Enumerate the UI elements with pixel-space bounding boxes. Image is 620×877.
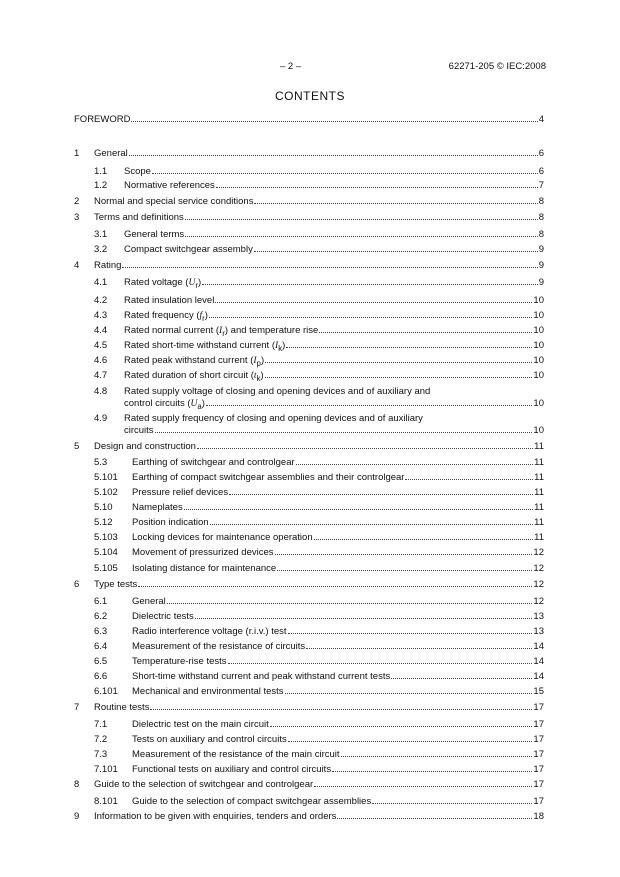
toc-section-number: 5.10 <box>94 502 113 513</box>
dot-leader <box>202 284 538 285</box>
toc-page-number: 14 <box>533 671 544 682</box>
toc-entry-text: Measurement of the resistance of circuits <box>132 641 306 652</box>
math-subscript: r <box>195 280 198 290</box>
toc-entry-text: Normal and special service conditions <box>94 196 254 207</box>
toc-entry-text: Scope <box>124 166 151 177</box>
toc-section-number: 6 <box>74 579 80 590</box>
toc-page-number: 12 <box>533 563 544 574</box>
math-subscript: r <box>222 328 225 338</box>
toc-text-pre: Rated frequency ( <box>124 310 200 321</box>
toc-entry-text: Nameplates <box>132 502 183 513</box>
toc-entry-text: Temperature-rise tests <box>132 656 227 667</box>
toc-entry-text-line1: Rated supply frequency of closing and opening devices and of auxiliary <box>124 413 423 424</box>
toc-section-number: 7 <box>74 702 80 713</box>
toc-section-number: 9 <box>74 811 80 822</box>
toc-page-number: 12 <box>533 596 544 607</box>
toc-section-number: 5 <box>74 441 80 452</box>
toc-text-post: ) and temperature rise <box>224 325 319 336</box>
math-symbol: U <box>188 278 196 288</box>
toc-section-number: 6.2 <box>94 611 108 622</box>
toc-page-number: 10 <box>533 295 544 306</box>
toc-section-number: 3.1 <box>94 229 108 240</box>
dot-leader <box>195 618 533 619</box>
dot-leader <box>216 187 538 188</box>
dot-leader <box>229 494 533 495</box>
toc-section-number: 6.5 <box>94 656 108 667</box>
dot-leader <box>306 648 532 649</box>
toc-entry-text: Dielectric test on the main circuit <box>132 719 269 730</box>
toc-section-number: 8 <box>74 779 80 790</box>
dot-leader <box>215 302 532 303</box>
toc-page-number: 11 <box>534 457 544 468</box>
toc-page-number: 17 <box>533 702 544 713</box>
toc-page-number: 18 <box>533 811 544 822</box>
toc-entry-text: Position indication <box>132 517 209 528</box>
toc-section-number: 2 <box>74 196 80 207</box>
toc-page-number: 17 <box>533 796 544 807</box>
toc-text-post: ) <box>260 355 265 366</box>
toc-section-number: 5.102 <box>94 487 118 498</box>
dot-leader <box>152 173 538 174</box>
toc-section-number: 4.8 <box>94 386 108 397</box>
toc-entry-text <box>124 310 208 325</box>
toc-page-number: 11 <box>534 472 544 483</box>
toc-section-number: 5.12 <box>94 517 113 528</box>
toc-entry-text: Normative references <box>124 180 215 191</box>
toc-entry-text: Compact switchgear assembly <box>124 244 253 255</box>
toc-page-number: 13 <box>533 611 544 622</box>
toc-page-number: 11 <box>534 487 544 498</box>
toc-page-number: 11 <box>534 502 544 513</box>
dot-leader <box>275 554 533 555</box>
toc-entry-text: Movement of pressurized devices <box>132 547 274 558</box>
math-subscript: p <box>256 358 261 368</box>
toc-page-number: 8 <box>538 212 544 223</box>
toc-page-number: 15 <box>533 686 544 697</box>
toc-section-number: 7.1 <box>94 719 108 730</box>
toc-entry-text <box>124 325 318 340</box>
toc-entry-text: Type tests <box>94 579 138 590</box>
dot-leader <box>167 603 533 604</box>
toc-entry-text: Rated insulation level <box>124 295 215 306</box>
toc-section-number: 3 <box>74 212 80 223</box>
toc-section-number: 1.1 <box>94 166 108 177</box>
dot-leader <box>288 633 533 634</box>
toc-text-pre: Rated peak withstand current ( <box>124 355 254 366</box>
dot-leader <box>314 539 534 540</box>
toc-page-number: 11 <box>534 532 544 543</box>
page-header <box>0 61 620 75</box>
math-subscript: k <box>278 343 283 353</box>
math-symbol: I <box>275 341 279 351</box>
toc-entry-text: Pressure relief devices <box>132 487 229 498</box>
toc-page-number: 10 <box>533 325 544 336</box>
dot-leader <box>288 741 533 742</box>
page-title: CONTENTS <box>275 89 345 103</box>
toc-page-number: 17 <box>533 734 544 745</box>
toc-section-number: 6.1 <box>94 596 108 607</box>
toc-entry-text: Radio interference voltage (r.i.v.) test <box>132 626 287 637</box>
toc-entry-text-line1: Rated supply voltage of closing and opening devices and of auxiliary and <box>124 386 431 397</box>
toc-entry-text: Terms and definitions <box>94 212 184 223</box>
toc-page-number: 17 <box>533 764 544 775</box>
toc-section-number: 6.101 <box>94 686 118 697</box>
toc-page-number: 12 <box>533 579 544 590</box>
toc-text-pre: Rated voltage ( <box>124 277 189 288</box>
toc-entry-text <box>124 277 201 292</box>
dot-leader <box>254 251 538 252</box>
toc-entry-text: General terms <box>124 229 185 240</box>
toc-page-number: 12 <box>533 547 544 558</box>
dot-leader <box>122 267 537 268</box>
math-subscript: a <box>197 401 202 411</box>
toc-section-number: 8.101 <box>94 796 118 807</box>
toc-entry-text: Locking devices for maintenance operation <box>132 532 313 543</box>
toc-section-number: 4.3 <box>94 310 108 321</box>
toc-entry-text: Mechanical and environmental tests <box>132 686 284 697</box>
math-symbol: t <box>253 371 257 381</box>
toc-section-number: 4.2 <box>94 295 108 306</box>
toc-entry-text <box>124 398 205 413</box>
toc-entry-text: Design and construction <box>94 441 196 452</box>
toc-entry-text: Guide to the selection of compact switchgear assemblies <box>132 796 372 807</box>
toc-section-number: 4.1 <box>94 277 108 288</box>
math-symbol: I <box>219 326 223 336</box>
toc-page-number: 17 <box>533 749 544 760</box>
dot-leader <box>285 693 533 694</box>
toc-section-number: 5.105 <box>94 563 118 574</box>
toc-page-number: 9 <box>538 244 544 255</box>
toc-section-number: 7.101 <box>94 764 118 775</box>
toc-page-number: 9 <box>538 277 544 288</box>
toc-text-post: ) <box>282 340 286 351</box>
toc-page-number: 6 <box>538 166 544 177</box>
dot-leader <box>197 448 533 449</box>
page-number: – 2 – <box>280 61 302 72</box>
toc-section-number: 1 <box>74 148 80 159</box>
dot-leader <box>270 726 533 727</box>
dot-leader <box>265 362 532 363</box>
toc-text-pre: control circuits ( <box>124 398 191 409</box>
dot-leader <box>209 317 532 318</box>
dot-leader <box>372 803 532 804</box>
toc-text-post: ) <box>201 398 205 409</box>
toc-text-post: ) <box>204 310 208 321</box>
toc-entry-text: Functional tests on auxiliary and control circuits <box>132 764 332 775</box>
toc-entry-text <box>124 340 285 355</box>
toc-page-number: 10 <box>533 310 544 321</box>
toc-entry-text: Earthing of switchgear and controlgear <box>132 457 295 468</box>
toc-entry-text <box>124 355 264 370</box>
toc-section-number: 6.3 <box>94 626 108 637</box>
dot-leader <box>210 524 534 525</box>
dot-leader <box>129 155 538 156</box>
math-symbol: I <box>253 356 257 366</box>
dot-leader <box>296 464 533 465</box>
dot-leader <box>185 236 538 237</box>
toc-entry-text: Earthing of compact switchgear assemblies and their controlgear <box>132 472 405 483</box>
dot-leader <box>341 756 533 757</box>
toc-page-number: 11 <box>534 517 544 528</box>
toc-page-number: 8 <box>538 229 544 240</box>
toc-entry-text: FOREWORD <box>74 114 131 125</box>
toc-page-number: 7 <box>538 180 544 191</box>
dot-leader <box>150 709 532 710</box>
toc-text-post: ) <box>260 370 264 381</box>
toc-section-number: 4 <box>74 260 80 271</box>
toc-page-number: 10 <box>533 398 544 409</box>
toc-section-number: 7.3 <box>94 749 108 760</box>
dot-leader <box>155 432 533 433</box>
toc-entry-text: General <box>132 596 166 607</box>
toc-page-number: 14 <box>533 656 544 667</box>
toc-section-number: 5.3 <box>94 457 108 468</box>
toc-entry-text: Routine tests <box>94 702 150 713</box>
toc-section-number: 4.7 <box>94 370 108 381</box>
dot-leader <box>138 586 532 587</box>
math-symbol: U <box>190 399 198 409</box>
toc-section-number: 4.6 <box>94 355 108 366</box>
dot-leader <box>332 771 532 772</box>
dot-leader <box>337 818 532 819</box>
toc-page-number: 17 <box>533 719 544 730</box>
toc-section-number: 7.2 <box>94 734 108 745</box>
toc-page-number: 8 <box>538 196 544 207</box>
math-symbol: f <box>199 311 203 321</box>
dot-leader <box>254 203 537 204</box>
toc-page-number: 10 <box>533 425 544 436</box>
toc-text-pre: Rated short-time withstand current ( <box>124 340 276 351</box>
dot-leader <box>206 405 532 406</box>
standard-reference: 62271-205 © IEC:2008 <box>448 61 546 72</box>
math-subscript: k <box>256 373 261 383</box>
toc-section-number: 5.104 <box>94 547 118 558</box>
toc-text-post: ) <box>197 277 202 288</box>
toc-entry-text: Isolating distance for maintenance <box>132 563 277 574</box>
toc-entry-text: Dielectric tests <box>132 611 194 622</box>
toc-entry-text: Information to be given with enquiries, tenders and orders <box>94 811 337 822</box>
dot-leader <box>184 509 533 510</box>
toc-page-number: 14 <box>533 641 544 652</box>
toc-section-number: 4.5 <box>94 340 108 351</box>
toc-section-number: 6.6 <box>94 671 108 682</box>
dot-leader <box>405 479 533 480</box>
toc-section-number: 5.103 <box>94 532 118 543</box>
dot-leader <box>314 786 532 787</box>
toc-entry-text <box>124 370 264 385</box>
toc-page-number: 4 <box>538 114 544 125</box>
toc-page-number: 17 <box>533 779 544 790</box>
toc-page-number: 6 <box>538 148 544 159</box>
toc-section-number: 5.101 <box>94 472 118 483</box>
toc-page-number: 10 <box>533 340 544 351</box>
dot-leader <box>185 219 538 220</box>
toc-page-number: 13 <box>533 626 544 637</box>
toc-section-number: 3.2 <box>94 244 108 255</box>
toc-page-number: 9 <box>538 260 544 271</box>
dot-leader <box>319 332 532 333</box>
toc-entry-text: Tests on auxiliary and control circuits <box>132 734 287 745</box>
math-subscript: r <box>202 313 205 323</box>
dot-leader <box>391 678 532 679</box>
dot-leader <box>265 377 533 378</box>
toc-section-number: 6.4 <box>94 641 108 652</box>
toc-page-number: 11 <box>534 441 544 452</box>
toc-entry-text: General <box>94 148 128 159</box>
toc-entry-text: Short-time withstand current and peak withstand current tests <box>132 671 391 682</box>
dot-leader <box>286 347 532 348</box>
dot-leader <box>131 121 537 122</box>
toc-page-number: 10 <box>533 355 544 366</box>
toc-entry-text: circuits <box>124 425 154 436</box>
toc-section-number: 4.9 <box>94 413 108 424</box>
dot-leader <box>277 570 532 571</box>
toc-text-pre: Rated normal current ( <box>124 325 220 336</box>
toc-section-number: 4.4 <box>94 325 108 336</box>
toc-page-number: 10 <box>533 370 544 381</box>
toc-section-number: 1.2 <box>94 180 108 191</box>
toc-text-pre: Rated duration of short circuit ( <box>124 370 254 381</box>
toc-entry-text: Rating <box>94 260 122 271</box>
toc-entry-text: Guide to the selection of switchgear and controlgear <box>94 779 314 790</box>
dot-leader <box>228 663 533 664</box>
toc-entry-text: Measurement of the resistance of the main circuit <box>132 749 340 760</box>
